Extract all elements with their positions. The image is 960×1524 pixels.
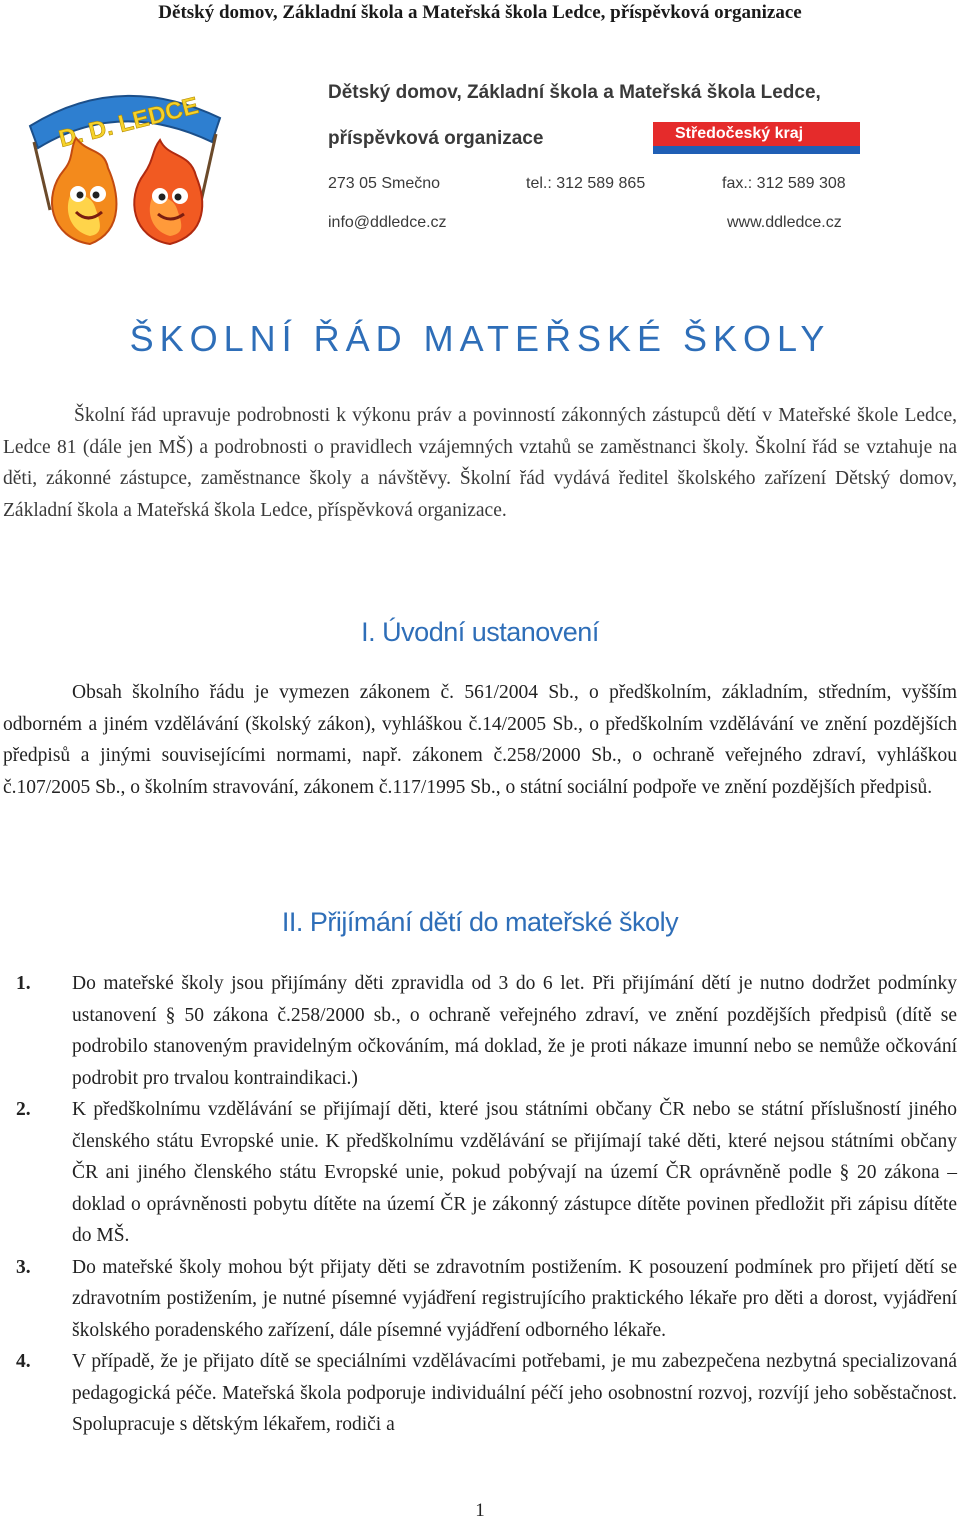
list-item-number: 2. — [16, 1099, 31, 1120]
letterhead-tel: tel.: 312 589 865 — [526, 175, 646, 192]
logo-text: D. D. LEDCE — [56, 92, 202, 153]
list-item-text: K předškolnímu vzdělávání se přijímají děti, které jsou státními občany ČR nebo se státní příslušností jiného členského státu Evropské unie. K předškolnímu vzdělávání se přijímají také děti, které nejsou státními občany ČR ani jiného členského státu Evropské unie, pokud pobývají na území ČR oprávněně podle § 20 zákona – doklad o oprávněnosti pobytu dítěte na území ČR je zákonný zástupce dítěte povinen předložit při zápisu dítěte do MŠ. — [72, 1099, 957, 1246]
list-item-number: 4. — [16, 1351, 31, 1372]
list-item-text: Do mateřské školy mohou být přijaty děti se zdravotním postižením. K posouzení podmínek pro přijetí dětí se zdravotním postižením, je nutné písemné vyjádření registrujícího praktického lékaře pro děti a dorost, vyjádření školského poradenského zařízení, dále písemné vyjádření odborného lékaře. — [72, 1256, 957, 1341]
logo-flames — [20, 78, 235, 248]
letterhead — [20, 78, 900, 248]
letterhead-web: www.ddledce.cz — [727, 214, 842, 231]
list-item-number: 3. — [16, 1256, 31, 1278]
list-item-number: 1. — [16, 973, 31, 994]
list-item — [3, 1346, 957, 1441]
list-item — [3, 1094, 957, 1252]
region-badge — [653, 118, 860, 154]
list-item — [3, 1252, 957, 1347]
section-heading-2: II. Přijímání dětí do mateřské školy — [281, 907, 679, 937]
letterhead-name-line2: příspěvková organizace — [328, 128, 544, 149]
intro-paragraph: Školní řád upravuje podrobnosti k výkonu práv a povinností zákonných zástupců dětí v Mateřské škole Ledce, Ledce 81 (dále jen MŠ) a podrobnosti o pravidlech vzájemných vztahů se zaměstnanci školy. Školní řád se vztahuje na děti, zákonné zástupce, zaměstnance školy a návštěvy. Školní řád vydává ředitel školského zařízení Dětský domov, Základní škola a Mateřská škola Ledce, příspěvková organizace. — [3, 405, 957, 521]
letterhead-fax: fax.: 312 589 308 — [722, 175, 846, 192]
document-title: ŠKOLNÍ ŘÁD MATEŘSKÉ ŠKOLY — [129, 318, 831, 359]
list-item — [3, 968, 957, 1094]
letterhead-address: 273 05 Smečno — [328, 175, 441, 192]
section-heading-1: I. Úvodní ustanovení — [361, 617, 599, 647]
admission-list — [3, 968, 957, 1441]
section-1-paragraph: Obsah školního řádu je vymezen zákonem č. 561/2004 Sb., o předškolním, základním, středním, vyšším odborném a jiném vzdělávání (školský zákon), vyhláškou č.14/2005 Sb., o předškolním vzdělávání ve znění pozdějších předpisů a jinými souvisejícími normami, např. zákonem č.258/2000 Sb., o ochraně veřejného zdraví, vyhláškou č.107/2005 Sb., o školním stravování, zákonem č.117/1995 Sb., o státní sociální podpoře ve znění pozdějších předpisů. — [3, 682, 957, 798]
list-item-text: Do mateřské školy jsou přijímány děti zpravidla od 3 do 6 let. Při přijímání dětí je nutno dodržet podmínky ustanovení § 50 zákona č.258/2000 sb., o ochraně veřejného zdraví, ve znění pozdějších předpisů (dítě se podrobilo stanoveným pravidelným očkováním, má doklad, že je proti nákaze imunní nebo se nemůže očkování podrobit pro trvalou kontraindikaci.) — [72, 973, 957, 1089]
page-header: Dětský domov, Základní škola a Mateřská škola Ledce, příspěvková organizace — [158, 2, 802, 23]
list-item-text: V případě, že je přijato dítě se speciálními vzdělávacími potřebami, je mu zabezpečena nezbytná specializovaná pedagogická péče. Mateřská škola podporuje individuální péčí jeho osobnostní rozvoj, rozvíjí jeho soběstačnost. Spolupracuje s dětským lékařem, rodiči a — [72, 1351, 957, 1435]
region-label: Středočeský kraj — [675, 125, 804, 142]
letterhead-name-line1: Dětský domov, Základní škola a Mateřská škola Ledce, — [328, 82, 821, 103]
page-number: 1 — [475, 1500, 485, 1521]
letterhead-email: info@ddledce.cz — [328, 214, 447, 231]
